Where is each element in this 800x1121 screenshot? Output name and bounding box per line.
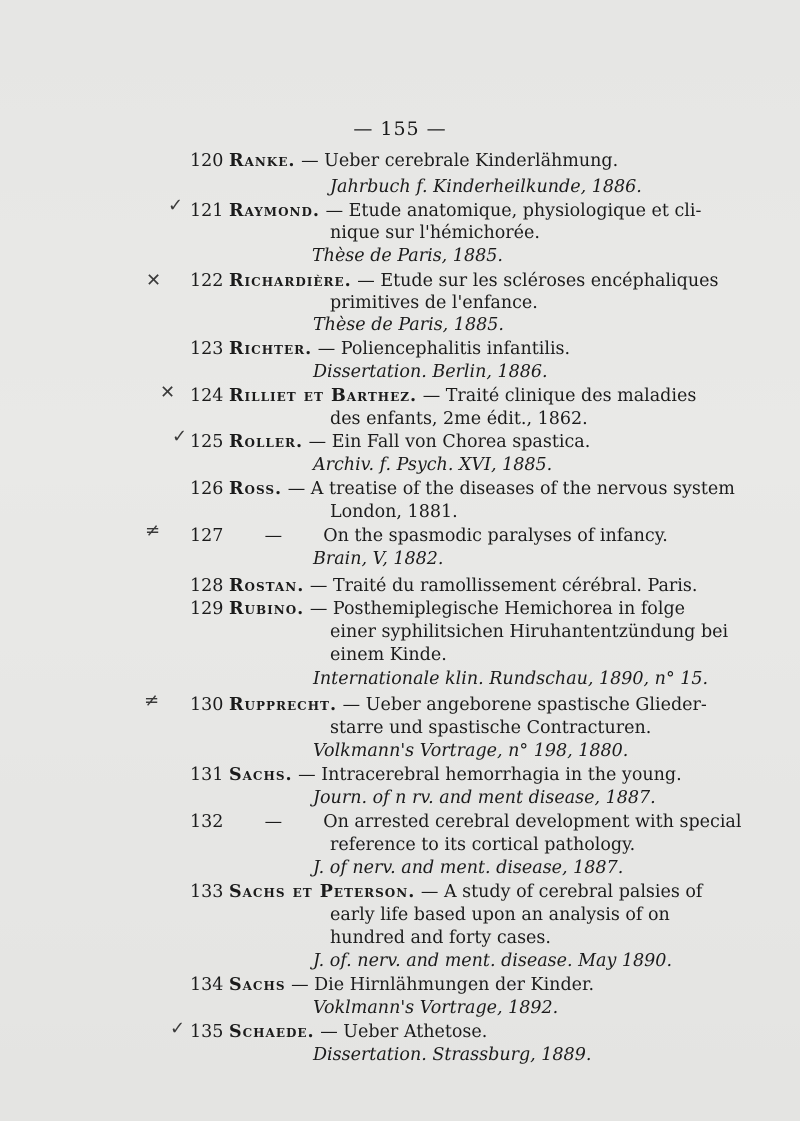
entry-author: Rostan. — [228, 576, 305, 596]
entry-number: 120 — [190, 151, 224, 171]
entry-author: Ranke. — [228, 151, 296, 171]
entry-127 — [190, 525, 668, 547]
entry-author: Richter. — [228, 339, 313, 359]
pencil-strike-mark: ≠ — [145, 520, 161, 541]
entry-source: Archiv. f. Psych. XVI, 1885. — [313, 455, 553, 475]
entry-number: 129 — [190, 599, 224, 619]
entry-129 — [190, 598, 685, 620]
entry-author: Rilliet et Barthez. — [228, 386, 418, 406]
entry-128 — [190, 575, 697, 597]
pencil-check-mark: ✓ — [172, 426, 188, 447]
entry-title: — Ueber Athetose. — [320, 1022, 488, 1042]
entry-title: — Intracerebral hemorrhagia in the young. — [298, 765, 682, 785]
entry-source: Thèse de Paris, 1885. — [313, 315, 504, 335]
entry-author: Roller. — [228, 432, 304, 452]
entry-121 — [190, 200, 701, 222]
entry-source: J. of. nerv. and ment. disease. May 1890. — [313, 951, 673, 971]
entry-123 — [190, 338, 570, 360]
entry-source: Thèse de Paris, 1885. — [312, 246, 503, 266]
entry-source: Brain, V, 1882. — [313, 549, 444, 569]
entry-124 — [190, 385, 696, 407]
entry-number: 134 — [190, 975, 224, 995]
entry-title: — Ueber angeborene spastische Glieder- — [342, 695, 707, 715]
entry-number: 128 — [190, 576, 224, 596]
entry-131 — [190, 764, 682, 786]
pencil-strike-mark: ≠ — [144, 690, 160, 711]
entry-title-cont: einer syphilitsichen Hiruhantentzündung bei — [330, 622, 729, 642]
entry-author: Schaede. — [228, 1022, 315, 1042]
entry-source: Internationale klin. Rundschau, 1890, n° 15. — [313, 669, 709, 689]
entry-122 — [190, 270, 718, 292]
entry-title: — Die Hirnlähmungen der Kinder. — [291, 975, 595, 995]
entry-title: — A study of cerebral palsies of — [420, 882, 703, 902]
entry-title: — Ueber cerebrale Kinderlähmung. — [301, 151, 619, 171]
entry-title: — Poliencephalitis infantilis. — [317, 339, 571, 359]
entry-title-cont: hundred and forty cases. — [330, 928, 551, 948]
pencil-check-mark: ✓ — [170, 1018, 186, 1039]
entry-number: 123 — [190, 339, 224, 359]
entry-author: Richardière. — [228, 271, 352, 291]
entry-source: Dissertation. Strassburg, 1889. — [313, 1045, 592, 1065]
entry-source: Jahrbuch f. Kinderheilkunde, 1886. — [330, 177, 642, 197]
entry-author: Sachs. — [228, 765, 293, 785]
entry-title-cont: des enfants, 2me édit., 1862. — [330, 409, 588, 429]
entry-title: — Traité clinique des maladies — [422, 386, 697, 406]
entry-author: — — [264, 812, 283, 832]
entry-source: Voklmann's Vortrage, 1892. — [313, 998, 559, 1018]
entry-author: Ross. — [228, 479, 283, 499]
entry-title: — Etude anatomique, physiologique et cli- — [325, 201, 702, 221]
entry-title-cont: einem Kinde. — [330, 645, 447, 665]
entry-author: — — [264, 526, 283, 546]
entry-title-cont: nique sur l'hémichorée. — [330, 223, 540, 243]
entry-author: Rubino. — [228, 599, 305, 619]
entry-title: On arrested cerebral development with special — [323, 812, 742, 832]
entry-author: Rupprecht. — [228, 695, 338, 715]
pencil-check-mark: ✓ — [168, 195, 184, 216]
entry-number: 131 — [190, 765, 224, 785]
entry-number: 122 — [190, 271, 224, 291]
entry-135 — [190, 1021, 487, 1043]
entry-source: Volkmann's Vortrage, n° 198, 1880. — [313, 741, 629, 761]
entry-number: 121 — [190, 201, 224, 221]
entry-title-cont: primitives de l'enfance. — [330, 293, 538, 313]
entry-title: — Traité du ramollissement cérébral. Paris. — [309, 576, 698, 596]
entry-source: J. of nerv. and ment. disease, 1887. — [313, 858, 624, 878]
entry-author: Raymond. — [228, 201, 321, 221]
entry-number: 133 — [190, 882, 224, 902]
entry-title: — Etude sur les scléroses encéphaliques — [357, 271, 719, 291]
entry-title: — Posthemiplegische Hemichorea in folge — [309, 599, 685, 619]
entry-number: 132 — [190, 812, 224, 832]
entry-126 — [190, 478, 735, 500]
entry-source: Journ. of n rv. and ment disease, 1887. — [313, 788, 656, 808]
pencil-cross-mark: ✕ — [146, 270, 162, 291]
entry-number: 135 — [190, 1022, 224, 1042]
entry-title-cont: early life based upon an analysis of on — [330, 905, 670, 925]
entry-number: 127 — [190, 526, 224, 546]
entry-134 — [190, 974, 594, 996]
entry-source: London, 1881. — [330, 502, 458, 522]
entry-132 — [190, 811, 741, 833]
entry-author: Sachs et Peterson. — [228, 882, 416, 902]
entry-number: 124 — [190, 386, 224, 406]
entry-125 — [190, 431, 590, 453]
entry-133 — [190, 881, 702, 903]
pencil-cross-mark: ✕ — [160, 382, 176, 403]
entry-number: 130 — [190, 695, 224, 715]
page-number: — 155 — — [353, 118, 447, 140]
entry-title: — A treatise of the diseases of the nervous system — [287, 479, 735, 499]
entry-130 — [190, 694, 707, 716]
entry-120 — [190, 150, 618, 172]
entry-title-cont: starre und spastische Contracturen. — [330, 718, 652, 738]
entry-title: — Ein Fall von Chorea spastica. — [308, 432, 591, 452]
entry-title: On the spasmodic paralyses of infancy. — [323, 526, 668, 546]
entry-author: Sachs — [228, 975, 286, 995]
entry-title-cont: reference to its cortical pathology. — [330, 835, 636, 855]
entry-number: 125 — [190, 432, 224, 452]
entry-number: 126 — [190, 479, 224, 499]
entry-source: Dissertation. Berlin, 1886. — [313, 362, 548, 382]
